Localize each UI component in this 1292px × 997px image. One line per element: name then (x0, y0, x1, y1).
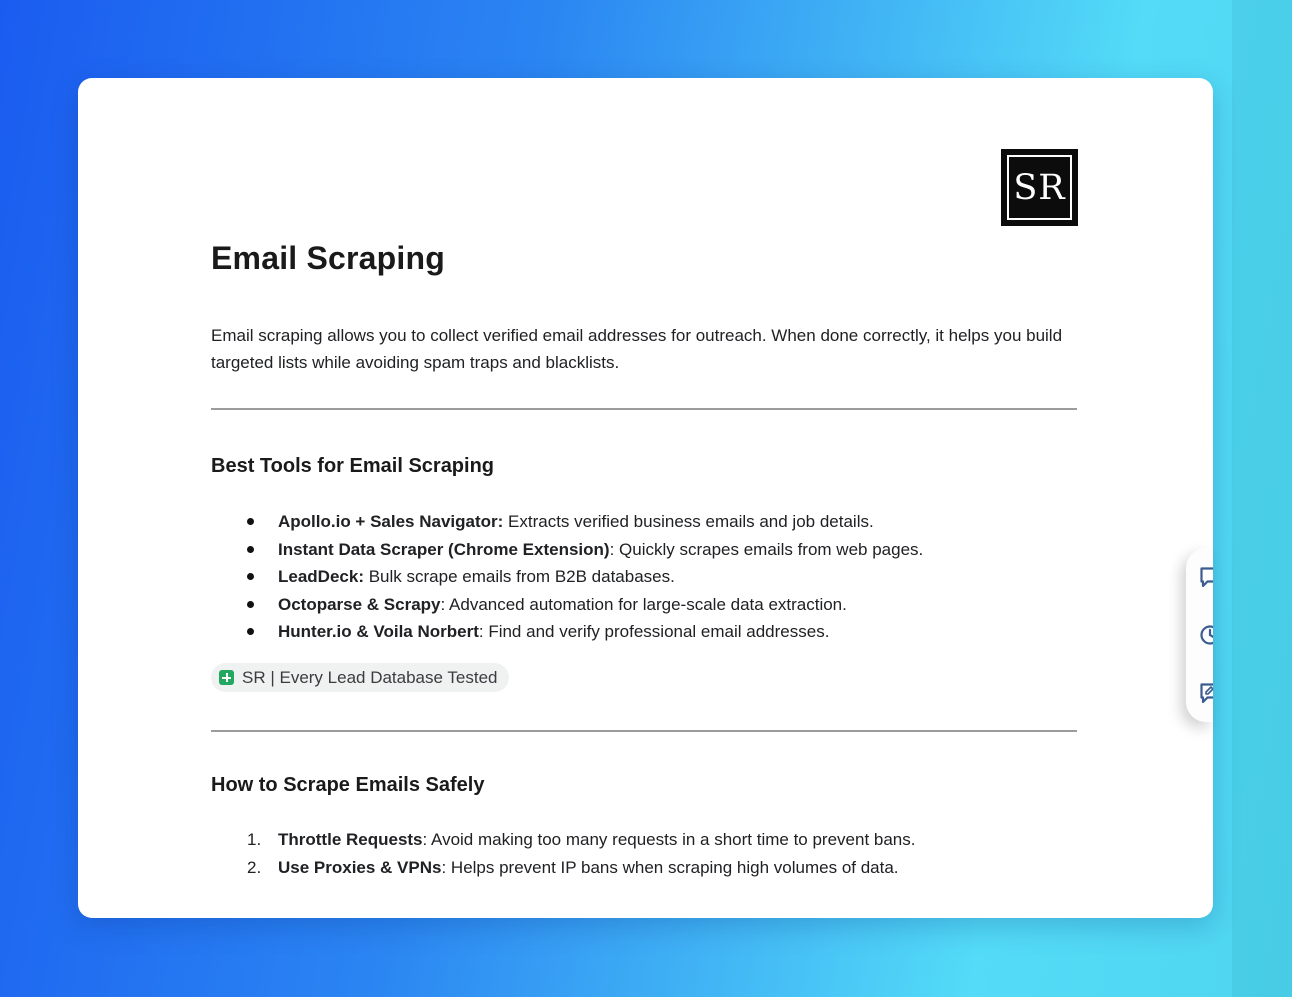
list-item (247, 591, 1087, 618)
sr-logo-text: SR (1007, 155, 1072, 220)
chip-label: SR | Every Lead Database Tested (242, 667, 498, 687)
bullet-icon (247, 573, 254, 580)
tool-description: Extracts verified business emails and job details. (503, 512, 874, 531)
floating-action-rail (1186, 548, 1213, 722)
history-icon[interactable] (1198, 623, 1213, 647)
intro-paragraph: Email scraping allows you to collect verified email addresses for outreach. When done correctly, it helps you build targeted lists while avoiding spam traps and blacklists. (211, 326, 1063, 372)
list-item (247, 536, 1087, 563)
list-item (247, 618, 1087, 645)
add-comment-icon[interactable] (1198, 681, 1213, 705)
tool-description: : Quickly scrapes emails from web pages. (609, 539, 924, 559)
list-item (247, 508, 1087, 535)
section-heading-tools: Best Tools for Email Scraping (211, 455, 495, 477)
tool-name: Hunter.io & Voila Norbert (278, 622, 479, 641)
horizontal-rule (211, 408, 1077, 410)
tool-description: : Find and verify professional email addresses. (478, 622, 830, 641)
tool-name: LeadDeck: (278, 567, 364, 586)
bullet-icon (247, 601, 254, 608)
sheets-icon (219, 670, 234, 685)
list-item (247, 563, 1087, 590)
safety-numbered-list (247, 826, 1087, 881)
list-item (247, 826, 1087, 853)
tip-description: : Avoid making too many requests in a short time to prevent bans. (422, 830, 916, 849)
horizontal-rule (211, 730, 1077, 732)
list-number: 1. (247, 830, 262, 849)
bullet-icon (247, 628, 254, 635)
tool-name: Apollo.io + Sales Navigator: (278, 512, 504, 531)
list-item (247, 854, 1087, 881)
tool-name: Instant Data Scraper (Chrome Extension) (278, 539, 610, 559)
section-heading-safety: How to Scrape Emails Safely (211, 774, 485, 796)
document-page (78, 78, 1213, 918)
tool-description: : Advanced automation for large-scale data extraction. (440, 594, 847, 614)
sheet-link-chip[interactable] (211, 663, 509, 692)
bullet-icon (247, 546, 254, 553)
tip-description: : Helps prevent IP bans when scraping high volumes of data. (441, 857, 899, 877)
background-right-band (1232, 0, 1292, 997)
tip-name: Throttle Requests (278, 830, 423, 849)
list-number: 2. (247, 857, 262, 877)
tool-description: Bulk scrape emails from B2B databases. (363, 567, 675, 586)
tools-bullet-list (247, 508, 1087, 646)
tip-name: Use Proxies & VPNs (278, 857, 442, 877)
tool-name: Octoparse & Scrapy (278, 594, 441, 614)
bullet-icon (247, 518, 254, 525)
sr-logo (1001, 149, 1078, 226)
page-title: Email Scraping (211, 240, 445, 276)
comment-icon[interactable] (1198, 565, 1213, 589)
